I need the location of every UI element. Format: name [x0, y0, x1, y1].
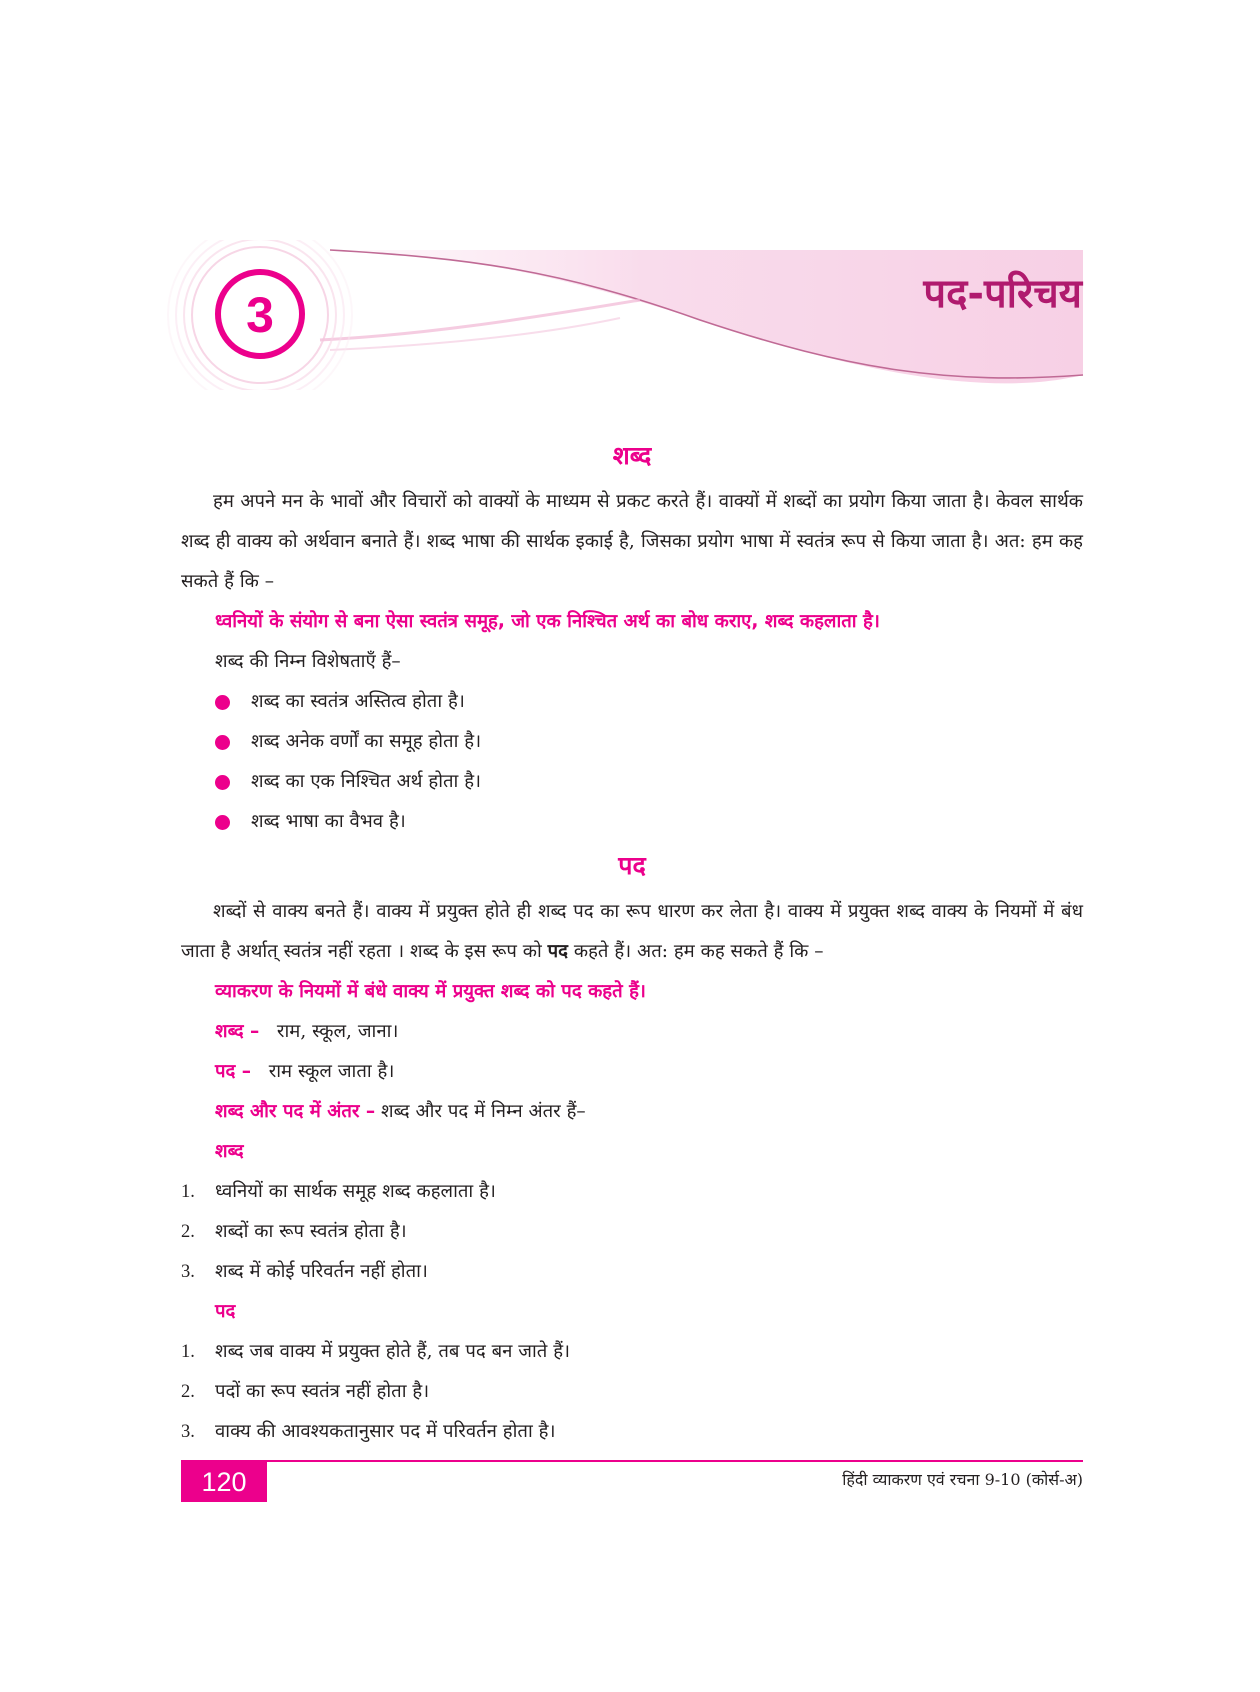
bullet-icon	[215, 775, 230, 790]
book-title: हिंदी व्याकरण एवं रचना 9-10 (कोर्स-अ)	[842, 1470, 1083, 1489]
list-item: 3. शब्द में कोई परिवर्तन नहीं होता।	[181, 1261, 428, 1282]
page-content	[181, 438, 1083, 1452]
pad-points	[181, 1332, 1083, 1452]
list-item: 2. पदों का रूप स्वतंत्र नहीं होता है।	[181, 1381, 430, 1402]
list-item: 2. शब्दों का रूप स्वतंत्र होता है।	[181, 1221, 407, 1242]
section-heading-shabd: शब्द	[612, 441, 652, 470]
section-heading-pad: पद	[618, 851, 646, 880]
example-pad: पद – राम स्कूल जाता है।	[215, 1061, 395, 1082]
list-item: शब्द भाषा का वैभव है।	[215, 802, 1083, 842]
features-list	[181, 682, 1083, 842]
list-item: 3. वाक्य की आवश्यकतानुसार पद में परिवर्तन होता है।	[181, 1421, 556, 1442]
intro-paragraph: हम अपने मन के भावों और विचारों को वाक्यों के माध्यम से प्रकट करते हैं। वाक्यों में शब्दों का प्रयोग किया जाता है। केवल सार्थक शब्द ही वाक्य को अर्थवान बनाते हैं। शब्द भाषा की सार्थक इकाई है, जिसका प्रयोग भाषा में स्वतंत्र रूप से किया जाता है। अत: हम कह सकते हैं कि –	[181, 491, 1083, 592]
footer-divider	[181, 1460, 1083, 1462]
list-item: 1. ध्वनियों का सार्थक समूह शब्द कहलाता है।	[181, 1181, 496, 1202]
chapter-number: 3	[215, 269, 305, 359]
pad-subheading: पद	[215, 1301, 236, 1322]
shabd-subheading: शब्द	[215, 1141, 244, 1162]
shabd-definition: ध्वनियों के संयोग से बना ऐसा स्वतंत्र समूह, जो एक निश्चित अर्थ का बोध कराए, शब्द कहलाता है।	[215, 611, 880, 632]
difference-intro: शब्द और पद में अंतर – शब्द और पद में निम्न अंतर हैं–	[215, 1101, 586, 1122]
pad-definition: व्याकरण के नियमों में बंधे वाक्य में प्रयुक्त शब्द को पद कहते हैं।	[215, 981, 646, 1002]
chapter-title: पद-परिचय	[923, 271, 1082, 317]
bullet-icon	[215, 815, 230, 830]
features-intro: शब्द की निम्न विशेषताएँ हैं–	[215, 651, 401, 672]
shabd-points	[181, 1172, 1083, 1292]
bullet-icon	[215, 695, 230, 710]
list-item: 1. शब्द जब वाक्य में प्रयुक्त होते हैं, तब पद बन जाते हैं।	[181, 1341, 571, 1362]
list-item: शब्द अनेक वर्णों का समूह होता है।	[215, 722, 1083, 762]
bullet-icon	[215, 735, 230, 750]
list-item: शब्द का एक निश्चित अर्थ होता है।	[215, 762, 1083, 802]
pad-bold-term: पद	[547, 941, 568, 962]
page-number: 120	[181, 1462, 267, 1502]
list-item: शब्द का स्वतंत्र अस्तित्व होता है।	[215, 682, 1083, 722]
pad-paragraph: शब्दों से वाक्य बनते हैं। वाक्य में प्रयुक्त होते ही शब्द पद का रूप धारण कर लेता है। वाक्य में प्रयुक्त शब्द वाक्य के नियमों में बंध जाता है अर्थात् स्वतंत्र नहीं रहता । शब्द के इस रूप को पद कहते हैं। अत: हम कह सकते हैं कि –	[181, 901, 1083, 962]
example-shabd: शब्द – राम, स्कूल, जाना।	[215, 1021, 399, 1042]
